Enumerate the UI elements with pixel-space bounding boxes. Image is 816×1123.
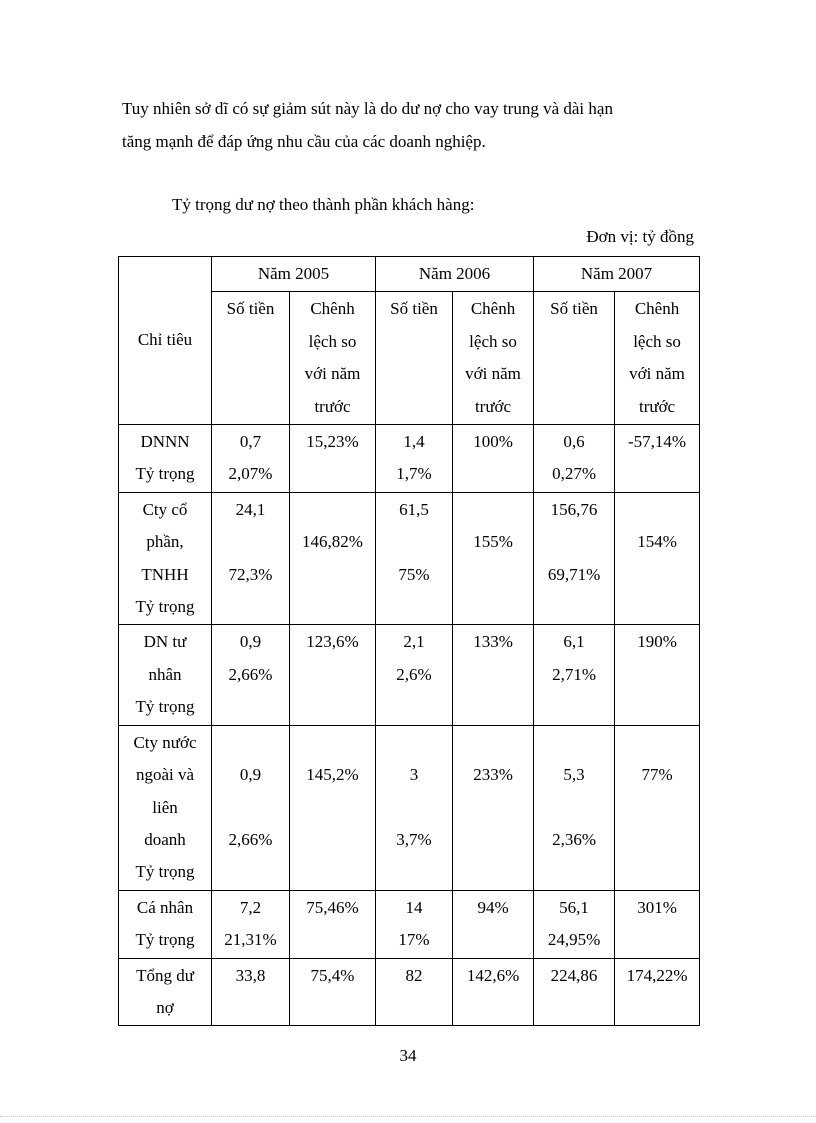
diff-header-line: trước — [314, 396, 351, 416]
amount-cell-line: 17% — [398, 930, 430, 950]
diff-header-line: với năm — [629, 364, 685, 384]
amount-cell-line: 14 — [405, 897, 423, 917]
year-header-2007: Năm 2007 — [534, 257, 700, 292]
diff-cell-line: 155% — [473, 532, 513, 552]
header-row-years — [119, 257, 700, 292]
diff-cell — [453, 890, 534, 958]
amount-cell-line: 21,31% — [224, 930, 277, 950]
row-label-cell-line: TNHH — [141, 564, 189, 584]
amount-cell-line: 2,71% — [552, 664, 596, 684]
amount-cell-line: 5,3 — [563, 765, 585, 785]
table-row — [119, 492, 700, 625]
row-label-cell — [119, 425, 212, 493]
amount-cell-line: 2,07% — [228, 464, 273, 484]
diff-cell — [290, 725, 376, 890]
amount-cell — [534, 625, 615, 725]
amount-cell-line: 0,7 — [239, 432, 262, 452]
diff-header-line: với năm — [304, 364, 361, 384]
diff-cell-line: 15,23% — [306, 432, 359, 452]
diff-cell — [615, 890, 700, 958]
row-label-cell — [119, 958, 212, 1026]
diff-cell-line: 145,2% — [306, 765, 359, 785]
amount-cell-line: 224,86 — [550, 965, 598, 985]
row-label-cell-line: Tỷ trọng — [135, 697, 195, 717]
diff-cell — [453, 425, 534, 493]
table-row — [119, 425, 700, 493]
table-row — [119, 890, 700, 958]
diff-cell — [453, 958, 534, 1026]
diff-cell-line: 190% — [637, 632, 677, 652]
amount-cell — [534, 425, 615, 493]
amount-cell-line: 0,6 — [563, 432, 585, 452]
amount-cell-line: 72,3% — [228, 564, 273, 584]
diff-cell — [453, 625, 534, 725]
row-label-cell — [119, 890, 212, 958]
intro-line-2: tăng mạnh để đáp ứng nhu cầu của các doanh nghiệp. — [122, 132, 486, 151]
diff-cell-line: 233% — [473, 765, 513, 785]
amount-cell-line: 2,66% — [228, 664, 273, 684]
page-bottom-rule — [0, 1116, 816, 1117]
amount-header: Số tiền — [376, 292, 453, 425]
diff-cell-line: 154% — [637, 532, 677, 552]
row-label-cell — [119, 492, 212, 625]
page-number: 34 — [399, 1046, 417, 1065]
amount-cell-line: 7,2 — [239, 897, 262, 917]
diff-header-line: lệch so — [633, 331, 681, 351]
diff-header-line: lệch so — [469, 331, 517, 351]
amount-cell — [534, 725, 615, 890]
diff-cell — [615, 425, 700, 493]
row-label-cell-line: Tỷ trọng — [135, 464, 195, 484]
diff-cell — [615, 625, 700, 725]
diff-cell — [453, 492, 534, 625]
diff-header-line: với năm — [465, 364, 521, 384]
amount-cell-line: 82 — [405, 965, 423, 985]
diff-cell-line: 133% — [473, 632, 513, 652]
amount-cell-line: 1,7% — [396, 464, 432, 484]
unit-label: Đơn vị: tỷ đồng — [586, 227, 694, 246]
amount-cell — [376, 625, 453, 725]
amount-cell-line: 2,66% — [228, 829, 273, 849]
diff-header — [615, 292, 700, 425]
diff-cell — [290, 958, 376, 1026]
diff-cell — [615, 725, 700, 890]
intro-line-1: Tuy nhiên sở dĩ có sự giảm sút này là do dư nợ cho vay trung và dài hạn — [122, 99, 613, 118]
diff-cell-line: 100% — [473, 432, 513, 452]
amount-cell-line: 156,76 — [550, 499, 598, 519]
amount-cell — [212, 625, 290, 725]
amount-cell — [212, 958, 290, 1026]
diff-header-line: Chênh — [310, 299, 355, 319]
diff-cell-line: 146,82% — [302, 532, 363, 552]
row-label-cell — [119, 625, 212, 725]
diff-cell-line: 123,6% — [306, 632, 359, 652]
amount-cell-line: 61,5 — [399, 499, 429, 519]
amount-cell — [212, 890, 290, 958]
diff-cell-line: 142,6% — [466, 965, 520, 985]
row-label-cell-line: Tỷ trọng — [135, 597, 195, 617]
amount-header: Số tiền — [212, 292, 290, 425]
diff-header-line: trước — [638, 396, 676, 416]
diff-cell — [290, 890, 376, 958]
diff-header — [290, 292, 376, 425]
amount-cell-line: 69,71% — [547, 564, 601, 584]
diff-cell-line: 174,22% — [626, 965, 688, 985]
amount-cell — [376, 958, 453, 1026]
amount-cell — [212, 425, 290, 493]
row-label-cell-line: Cá nhân — [136, 897, 194, 917]
amount-cell — [534, 492, 615, 625]
diff-cell-line: 301% — [637, 897, 677, 917]
amount-cell — [376, 492, 453, 625]
diff-header — [453, 292, 534, 425]
diff-cell-line: 94% — [477, 897, 509, 917]
amount-cell-line: 24,1 — [235, 499, 266, 519]
diff-cell — [615, 492, 700, 625]
diff-header-line: trước — [474, 396, 512, 416]
amount-cell — [376, 890, 453, 958]
row-label-cell-line: liên — [152, 797, 178, 817]
row-label-cell-line: nhân — [148, 664, 182, 684]
diff-header-line: Chênh — [470, 299, 516, 319]
row-header-cell: Chỉ tiêu — [119, 257, 212, 425]
diff-cell-line: 75,46% — [306, 897, 359, 917]
table-row — [119, 958, 700, 1026]
amount-cell-line: 56,1 — [559, 897, 589, 917]
amount-cell-line: 0,27% — [552, 464, 596, 484]
row-label-cell-line: Cty nước — [133, 732, 197, 752]
diff-cell — [290, 425, 376, 493]
diff-header-line: lệch so — [308, 331, 357, 351]
diff-cell — [453, 725, 534, 890]
amount-cell — [212, 725, 290, 890]
intro-paragraph — [122, 92, 694, 158]
diff-cell-line: 77% — [641, 765, 673, 785]
amount-cell-line: 1,4 — [403, 432, 425, 452]
row-label-cell-line: Tỷ trọng — [135, 862, 195, 882]
row-label-cell-line: nợ — [156, 997, 174, 1017]
amount-cell-line: 6,1 — [563, 632, 585, 652]
loan-balance-table — [118, 256, 700, 1026]
amount-cell — [534, 890, 615, 958]
row-label-cell — [119, 725, 212, 890]
amount-cell — [534, 958, 615, 1026]
row-label-cell-line: Tổng dư — [136, 965, 194, 985]
row-label-cell-line: doanh — [144, 829, 186, 849]
table-row — [119, 625, 700, 725]
row-label-cell-line: Tỷ trọng — [135, 930, 195, 950]
year-header-2005: Năm 2005 — [212, 257, 376, 292]
diff-header-line: Chênh — [634, 299, 680, 319]
year-header-2006: Năm 2006 — [376, 257, 534, 292]
table-row — [119, 725, 700, 890]
row-label-cell-line: ngoài và — [135, 765, 195, 785]
diff-cell-line: 75,4% — [310, 965, 355, 985]
diff-cell — [615, 958, 700, 1026]
amount-cell-line: 24,95% — [547, 930, 601, 950]
amount-cell-line: 2,6% — [396, 664, 432, 684]
amount-cell-line: 75% — [398, 564, 430, 584]
table-caption: Tỷ trọng dư nợ theo thành phần khách hàng: — [172, 195, 475, 214]
amount-cell-line: 33,8 — [235, 965, 266, 985]
row-label-cell-line: DNNN — [140, 432, 190, 452]
amount-cell — [376, 425, 453, 493]
diff-cell — [290, 625, 376, 725]
row-label-cell-line: Cty cổ — [142, 499, 188, 519]
amount-header: Số tiền — [534, 292, 615, 425]
diff-cell — [290, 492, 376, 625]
row-label-cell-line: DN tư — [143, 632, 187, 652]
amount-cell-line: 2,36% — [552, 829, 596, 849]
amount-cell — [376, 725, 453, 890]
amount-cell-line: 3,7% — [396, 829, 432, 849]
amount-cell-line: 3 — [409, 765, 419, 785]
amount-cell-line: 0,9 — [239, 765, 262, 785]
amount-cell — [212, 492, 290, 625]
amount-cell-line: 2,1 — [403, 632, 425, 652]
amount-cell-line: 0,9 — [239, 632, 262, 652]
diff-cell-line: -57,14% — [628, 432, 687, 452]
row-label-cell-line: phần, — [146, 532, 184, 552]
